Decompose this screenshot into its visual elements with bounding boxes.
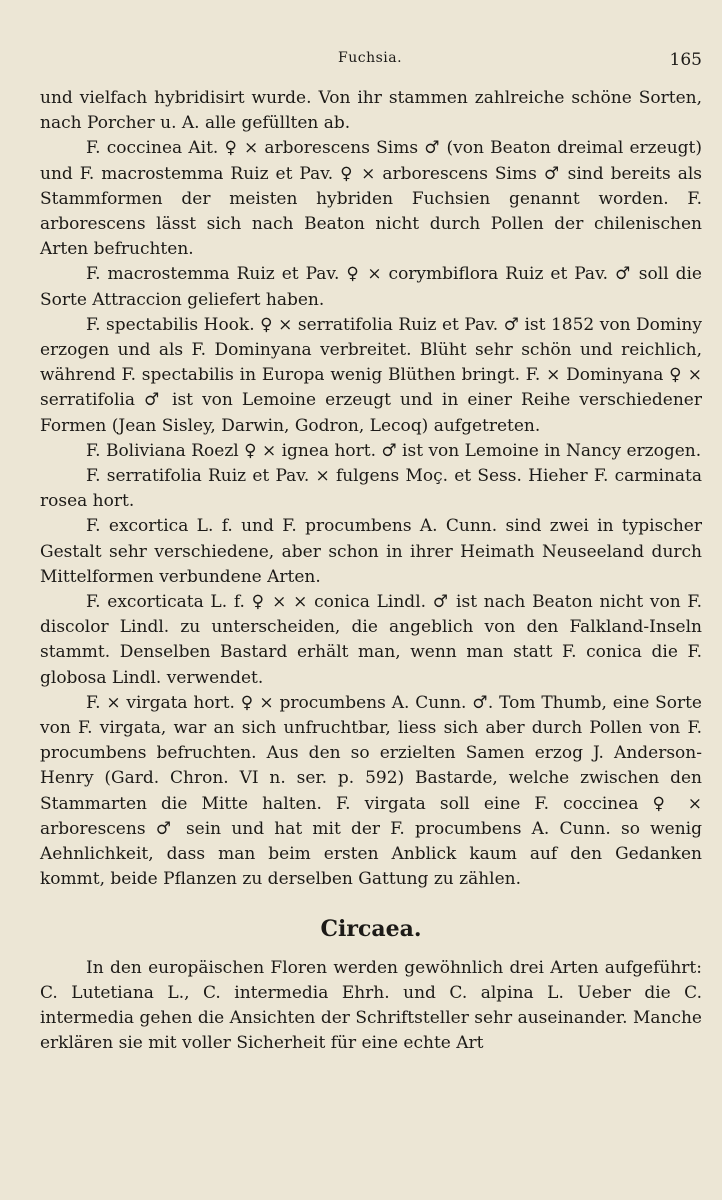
paragraph-excorticata: F. excorticata L. f. ♀ × ⨯ conica Lindl. ♂ ist nach Beaton nicht von F. discolor Lindl. zu unterscheiden, die angeblich von den Falkland-Inseln stammt. Denselben Bastard erhält man, wenn man statt F. conica die F. globosa Lindl. verwendet.	[40, 592, 702, 688]
paragraph-circaea: In den europäischen Floren werden gewöhnlich drei Arten aufgeführt: C. Lutetiana L., C. intermedia Ehrh. und C. alpina L. Ueber die C. intermedia gehen die Ansichten der Schriftsteller sehr auseinander. Manche erklären sie mit voller Sicherheit für eine echte Art	[40, 957, 702, 1054]
running-head-title: Fuchsia.	[338, 50, 403, 66]
body-text	[40, 86, 702, 1057]
paragraph-continuation: und vielfach hybridisirt wurde. Von ihr stammen zahlreiche schöne Sorten, nach Porcher u. A. alle gefüllten ab.	[40, 88, 702, 134]
paragraph-boliviana: F. Boliviana Roezl ♀ × ignea hort. ♂ ist von Lemoine in Nancy erzogen.	[86, 440, 702, 461]
paragraph-virgata: F. ⨯ virgata hort. ♀ × procumbens A. Cunn. ♂. Tom Thumb, eine Sorte von F. virgata, war an sich unfruchtbar, liess sich aber durch Pollen von F. procumbens befruchten. Aus den so erzielten Samen erzog J. Anderson-Henry (Gard. Chron. VI n. ser. p. 592) Bastarde, welche zwischen den Stammarten die Mitte halten. F. virgata soll eine F. coccinea ♀ × arborescens ♂ sein und hat mit der F. procumbens A. Cunn. so wenig Aehnlichkeit, dass man beim ersten Anblick kaum auf den Gedanken kommt, beide Pflanzen zu derselben Gattung zu zählen.	[40, 692, 702, 890]
paragraph-spectabilis: F. spectabilis Hook. ♀ × serratifolia Ruiz et Pav. ♂ ist 1852 von Dominy erzogen und als F. Dominyana verbreitet. Blüht sehr schön und reichlich, während F. spectabilis in Europa wenig Blüthen bringt. F. ⨯ Dominyana ♀ × serratifolia ♂ ist von Lemoine erzeugt und in einer Reihe verschiedener Formen (Jean Sisley, Darwin, Godron, Lecoq) aufgetreten.	[40, 314, 702, 436]
paragraph-coccinea: F. coccinea Ait. ♀ × arborescens Sims ♂ (von Beaton dreimal erzeugt) und F. macrostemma Ruiz et Pav. ♀ × arborescens Sims ♂ sind bereits als Stammformen der meisten hybriden Fuchsien genannt worden. F. arborescens lässt sich nach Beaton nicht durch Pollen der chilenischen Arten befruchten.	[40, 138, 702, 260]
paragraph-excortica: F. excortica L. f. und F. procumbens A. Cunn. sind zwei in typischer Gestalt sehr verschiedene, aber schon in ihrer Heimath Neuseeland durch Mittelformen verbundene Arten.	[40, 516, 702, 587]
section-title-circaea: Circaea.	[320, 915, 422, 942]
running-head	[0, 46, 722, 70]
paragraph-serratifolia: F. serratifolia Ruiz et Pav. × fulgens Moç. et Sess. Hieher F. carminata rosea hort.	[40, 466, 702, 512]
page-number: 165	[669, 50, 702, 70]
paragraph-macrostemma: F. macrostemma Ruiz et Pav. ♀ × corymbiflora Ruiz et Pav. ♂ soll die Sorte Attraccion geliefert haben.	[40, 264, 702, 310]
